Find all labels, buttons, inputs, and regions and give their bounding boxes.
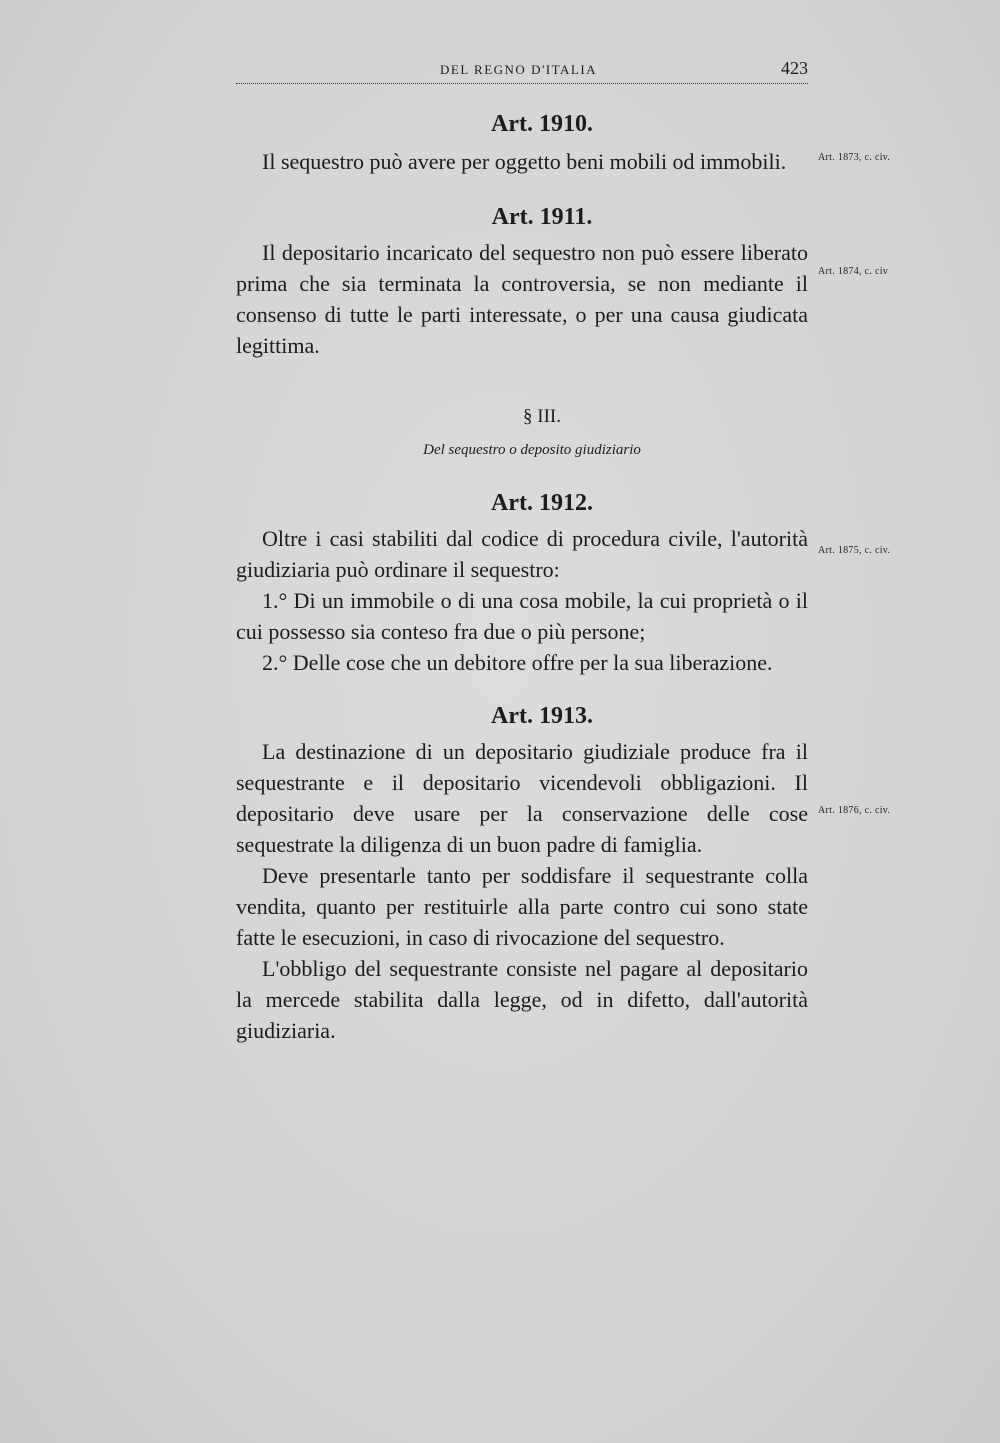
article-paragraph: 2.° Delle cose che un debitore offre per la sua liberazione. (262, 650, 773, 675)
article-heading: Art. 1912. (491, 490, 593, 516)
section-title: Del sequestro o deposito giudiziario (423, 442, 641, 458)
running-title: DEL REGNO D'ITALIA (440, 62, 598, 77)
article-paragraph: 1.° Di un immobile o di una cosa mobile, la cui proprietà o il cui possesso sia conteso fra due o più persone; (236, 588, 808, 644)
page-number: 423 (781, 58, 808, 78)
article-heading: Art. 1911. (491, 204, 593, 230)
article-heading: Art. 1910. (491, 111, 593, 137)
section-mark: § III. (523, 406, 561, 427)
article-paragraph: Il sequestro può avere per oggetto beni mobili od immobili. (262, 149, 787, 174)
page-header (236, 58, 808, 86)
margin-cross-reference: Art. 1876, c. civ. (818, 805, 891, 816)
article-paragraph: Il depositario incaricato del sequestro non può essere liberato prima che sia terminata la controversia, se non mediante il consenso di tutte le parti interessate, o per una causa giudicata legittima. (236, 240, 808, 358)
margin-cross-reference: Art. 1873, c. civ. (818, 152, 891, 163)
article-paragraph: La destinazione di un depositario giudiziale produce fra il sequestrante e il depositario vicendevoli obbligazioni. Il depositario deve usare per la conservazione delle cose sequestrate la diligenza di un buon padre di famiglia. (236, 739, 808, 857)
article-paragraph: L'obbligo del sequestrante consiste nel pagare al depositario la mercede stabilita dalla legge, od in difetto, dall'autorità giudiziaria. (236, 956, 808, 1043)
article-heading: Art. 1913. (491, 703, 593, 729)
article-paragraph: Deve presentarle tanto per soddisfare il sequestrante colla vendita, quanto per restituirle alla parte contro cui sono state fatte le esecuzioni, in caso di rivocazione del sequestro. (236, 863, 808, 950)
margin-cross-reference: Art. 1875, c. civ. (818, 545, 891, 556)
main-text (236, 108, 808, 1046)
header-rule (236, 83, 808, 84)
margin-cross-reference: Art. 1874, c. civ (818, 266, 889, 277)
article-paragraph: Oltre i casi stabiliti dal codice di procedura civile, l'autorità giudiziaria può ordinare il sequestro: (236, 526, 808, 582)
